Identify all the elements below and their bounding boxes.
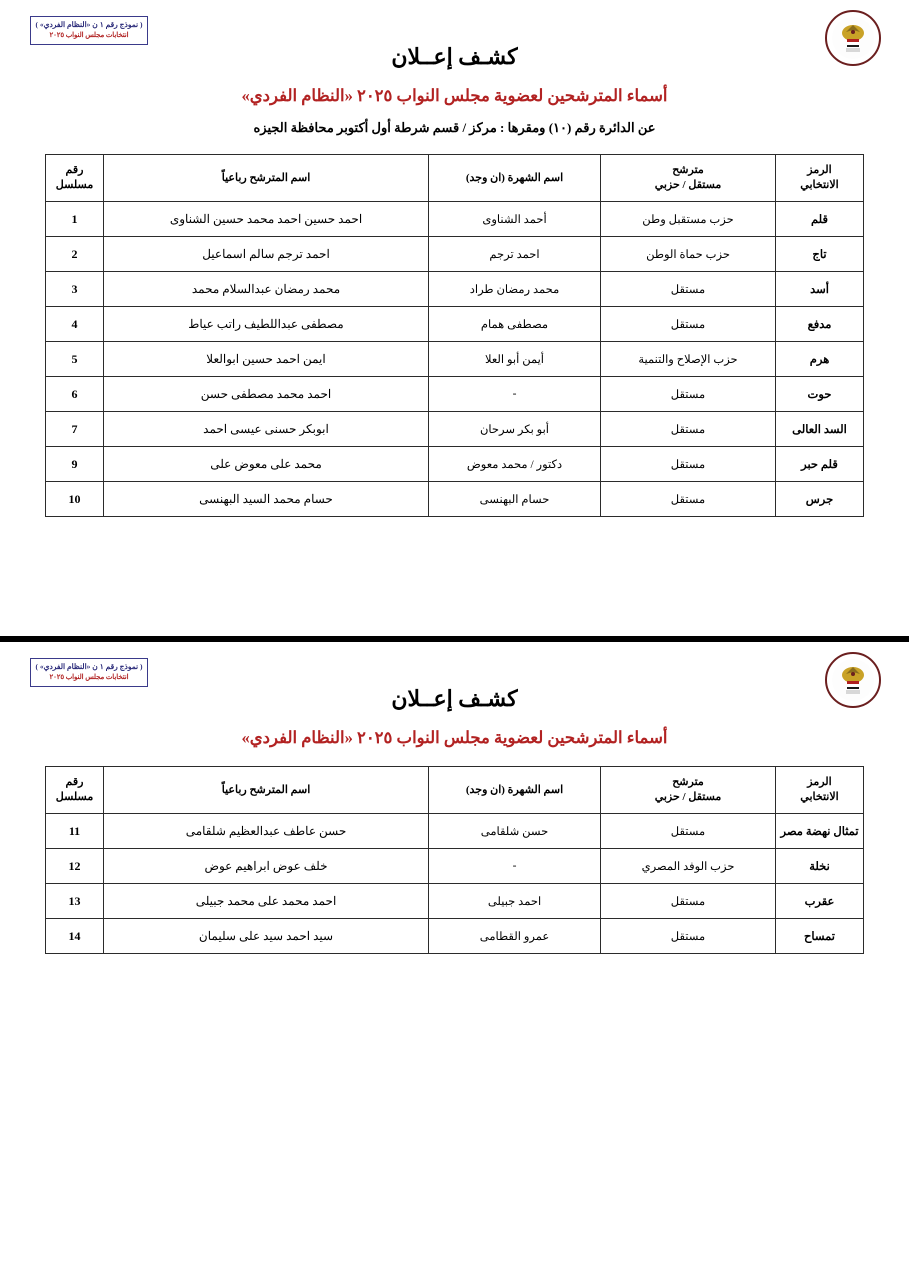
announcement-page-1 (0, 0, 909, 636)
cell-party: مستقل (601, 919, 776, 954)
cell-name: احمد حسين احمد محمد حسين الشناوى (104, 202, 429, 237)
cell-num: 14 (46, 919, 104, 954)
col-header-symbol (776, 767, 864, 814)
cell-party: مستقل (601, 412, 776, 447)
cell-num: 5 (46, 342, 104, 377)
cell-fame: - (429, 377, 601, 412)
cell-party: مستقل (601, 272, 776, 307)
cell-num: 4 (46, 307, 104, 342)
col-header-num-l1: رقم (65, 164, 84, 177)
cell-party: مستقل (601, 884, 776, 919)
table-row (46, 377, 864, 412)
cell-symbol: مدفع (776, 307, 864, 342)
cell-num: 10 (46, 482, 104, 517)
cell-symbol: السد العالى (776, 412, 864, 447)
cell-num: 13 (46, 884, 104, 919)
candidates-table-1 (45, 154, 864, 517)
table-row (46, 307, 864, 342)
col-header-symbol-l2: الانتخابي (800, 791, 839, 803)
cell-name: حسام محمد السيد البهنسى (104, 482, 429, 517)
form-stamp-line1: ( نموذج رقم ١ ن «النظام الفردي» ) (35, 662, 143, 671)
cell-name: سيد احمد سيد على سليمان (104, 919, 429, 954)
egypt-eagle-emblem-icon (825, 652, 881, 708)
table-row (46, 884, 864, 919)
table-header-row (46, 767, 864, 814)
col-header-fame: اسم الشهرة (ان وجد) (429, 767, 601, 814)
cell-party: مستقل (601, 447, 776, 482)
col-header-num (46, 767, 104, 814)
cell-party: حزب الإصلاح والتنمية (601, 342, 776, 377)
table-row (46, 814, 864, 849)
cell-fame: أبو بكر سرحان (429, 412, 601, 447)
cell-symbol: قلم (776, 202, 864, 237)
cell-num: 7 (46, 412, 104, 447)
cell-symbol: جرس (776, 482, 864, 517)
col-header-party-l2: مستقل / حزبي (654, 179, 722, 191)
cell-fame: محمد رمضان طراد (429, 272, 601, 307)
cell-num: 6 (46, 377, 104, 412)
cell-fame: حسن شلقامى (429, 814, 601, 849)
col-header-fame: اسم الشهرة (ان وجد) (429, 155, 601, 202)
form-stamp-line1: ( نموذج رقم ١ ن «النظام الفردي» ) (35, 20, 143, 29)
cell-party: مستقل (601, 307, 776, 342)
candidates-table-2 (45, 766, 864, 954)
col-header-party-l1: مترشح (672, 776, 704, 789)
cell-name: ايمن احمد حسين ابوالعلا (104, 342, 429, 377)
cell-name: محمد على معوض على (104, 447, 429, 482)
col-header-num-l1: رقم (65, 776, 84, 789)
cell-fame: أحمد الشناوى (429, 202, 601, 237)
cell-name: خلف عوض ابراهيم عوض (104, 849, 429, 884)
cell-party: حزب حماة الوطن (601, 237, 776, 272)
page-title: كشـف إعــلان (391, 686, 518, 711)
page-subtitle: أسماء المترشحين لعضوية مجلس النواب ٢٠٢٥ «النظام الفردي» (241, 728, 668, 747)
cell-symbol: تاج (776, 237, 864, 272)
col-header-party-l1: مترشح (672, 164, 704, 177)
cell-party: مستقل (601, 377, 776, 412)
col-header-symbol-l1: الرمز (807, 164, 832, 177)
cell-fame: احمد جبيلى (429, 884, 601, 919)
cell-party: مستقل (601, 482, 776, 517)
cell-symbol: حوت (776, 377, 864, 412)
col-header-symbol (776, 155, 864, 202)
egypt-eagle-emblem-icon (825, 10, 881, 66)
table-row (46, 482, 864, 517)
col-header-name: اسم المترشح رباعياً (104, 767, 429, 814)
cell-symbol: قلم حبر (776, 447, 864, 482)
table-row (46, 849, 864, 884)
cell-fame: احمد ترجم (429, 237, 601, 272)
table-row (46, 202, 864, 237)
table-row (46, 412, 864, 447)
page-subtitle: أسماء المترشحين لعضوية مجلس النواب ٢٠٢٥ «النظام الفردي» (241, 86, 668, 105)
cell-party: حزب الوفد المصري (601, 849, 776, 884)
cell-fame: حسام البهنسى (429, 482, 601, 517)
cell-fame: - (429, 849, 601, 884)
cell-num: 9 (46, 447, 104, 482)
col-header-name: اسم المترشح رباعياً (104, 155, 429, 202)
cell-num: 11 (46, 814, 104, 849)
page-title: كشـف إعــلان (391, 44, 518, 69)
cell-fame: دكتور / محمد معوض (429, 447, 601, 482)
cell-num: 2 (46, 237, 104, 272)
cell-name: محمد رمضان عبدالسلام محمد (104, 272, 429, 307)
cell-name: مصطفى عبداللطيف راتب عياط (104, 307, 429, 342)
cell-symbol: نخلة (776, 849, 864, 884)
col-header-num-l2: مسلسل (55, 791, 94, 803)
col-header-num (46, 155, 104, 202)
col-header-symbol-l1: الرمز (807, 776, 832, 789)
table-row (46, 272, 864, 307)
district-line: عن الدائرة رقم (١٠) ومقرها : مركز / قسم شرطة أول أكتوبر محافظة الجيزه (253, 120, 656, 135)
cell-party: حزب مستقبل وطن (601, 202, 776, 237)
cell-fame: عمرو القطامى (429, 919, 601, 954)
col-header-party (601, 155, 776, 202)
cell-fame: أيمن أبو العلا (429, 342, 601, 377)
col-header-party-l2: مستقل / حزبي (654, 791, 722, 803)
cell-symbol: تمساح (776, 919, 864, 954)
cell-name: ابوبكر حسنى عيسى احمد (104, 412, 429, 447)
table-row (46, 919, 864, 954)
col-header-party (601, 767, 776, 814)
announcement-page-2 (0, 642, 909, 1280)
cell-name: حسن عاطف عبدالعظيم شلقامى (104, 814, 429, 849)
cell-name: احمد ترجم سالم اسماعيل (104, 237, 429, 272)
cell-name: احمد محمد مصطفى حسن (104, 377, 429, 412)
cell-num: 1 (46, 202, 104, 237)
col-header-symbol-l2: الانتخابي (800, 179, 839, 191)
col-header-num-l2: مسلسل (55, 179, 94, 191)
cell-symbol: هرم (776, 342, 864, 377)
form-stamp-box (30, 658, 148, 687)
cell-fame: مصطفى همام (429, 307, 601, 342)
form-stamp-box (30, 16, 148, 45)
table-row (46, 237, 864, 272)
cell-symbol: تمثال نهضة مصر (776, 814, 864, 849)
form-stamp-line2: انتخابات مجلس النواب ٢٠٢٥ (49, 674, 129, 682)
cell-name: احمد محمد على محمد جبيلى (104, 884, 429, 919)
cell-party: مستقل (601, 814, 776, 849)
table-row (46, 447, 864, 482)
form-stamp-line2: انتخابات مجلس النواب ٢٠٢٥ (49, 32, 129, 40)
table-header-row (46, 155, 864, 202)
cell-num: 3 (46, 272, 104, 307)
table-row (46, 342, 864, 377)
cell-num: 12 (46, 849, 104, 884)
cell-symbol: أسد (776, 272, 864, 307)
cell-symbol: عقرب (776, 884, 864, 919)
